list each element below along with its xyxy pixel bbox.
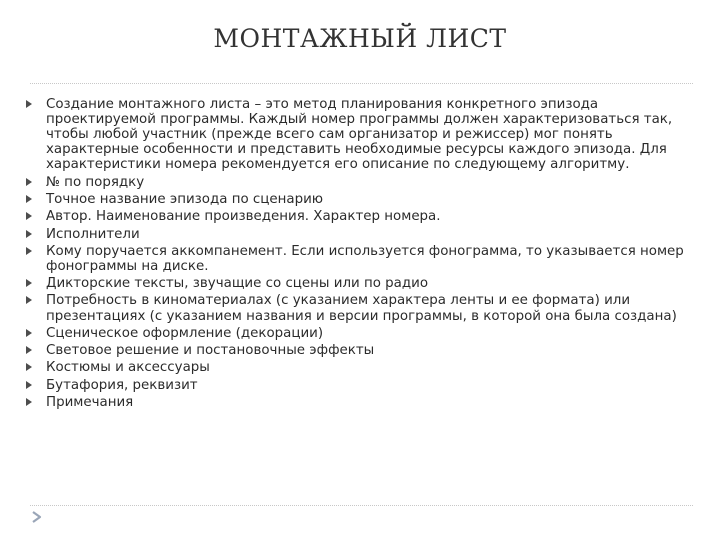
bullet-item-stage-design [24,326,686,341]
bullet-item-intro [24,97,686,172]
bullet-text: Примечания [46,394,134,410]
bullet-item-episode-title [24,192,686,207]
bullet-item-author [24,209,686,224]
triangle-bullet-icon [26,363,32,371]
bullet-item-film-materials [24,293,686,323]
bullet-item-order-number [24,175,686,190]
slide-nav-arrow-icon[interactable] [32,511,46,523]
bottom-divider [30,505,693,506]
bullet-text: Бутафория, реквизит [46,377,198,393]
triangle-bullet-icon [26,381,32,389]
bullet-item-performers [24,227,686,242]
triangle-bullet-icon [26,178,32,186]
bullet-text: Кому поручается аккомпанемент. Если используется фонограмма, то указывается номер фонограммы на диске. [46,243,684,274]
triangle-bullet-icon [26,329,32,337]
bullet-text: Костюмы и аксессуары [46,360,210,376]
bullet-text: Точное название эпизода по сценарию [46,191,324,207]
triangle-bullet-icon [26,296,32,304]
bullet-text: Создание монтажного листа – это метод планирования конкретного эпизода проектируемой программы. Каждый номер программы должен характеризоваться так, чтобы любой участник (прежде всего сам организатор и режиссер) мог понять характерные особенности и представить необходимые ресурсы каждого эпизода. Для характеристики номера рекомендуется его описание по следующему алгоритму. [46,97,673,173]
bullet-text: Дикторские тексты, звучащие со сцены или по радио [46,276,429,292]
triangle-bullet-icon [26,247,32,255]
bullet-item-notes [24,395,686,410]
bullet-item-costumes [24,360,686,375]
bullet-text: № по порядку [46,174,145,190]
triangle-bullet-icon [26,100,32,108]
triangle-bullet-icon [26,212,32,220]
slide-title: МОНТАЖНЫЙ ЛИСТ [213,24,507,53]
bullet-item-announcer-texts [24,276,686,291]
bullet-text: Исполнители [46,226,140,242]
bullet-item-lighting [24,343,686,358]
title-divider [30,83,693,84]
bullet-text: Автор. Наименование произведения. Характер номера. [46,209,441,225]
triangle-bullet-icon [26,346,32,354]
triangle-bullet-icon [26,398,32,406]
bullet-item-props [24,378,686,393]
bullet-item-accompaniment [24,244,686,274]
triangle-bullet-icon [26,279,32,287]
triangle-bullet-icon [26,195,32,203]
bullet-text: Потребность в киноматериалах (с указанием характера ленты и ее формата) или презентациях (с указанием названия и версии программы, в которой она была создана) [46,293,677,324]
bullet-text: Сценическое оформление (декорации) [46,325,324,341]
bullet-text: Световое решение и постановочные эффекты [46,343,375,359]
bullet-list [24,97,686,412]
triangle-bullet-icon [26,230,32,238]
